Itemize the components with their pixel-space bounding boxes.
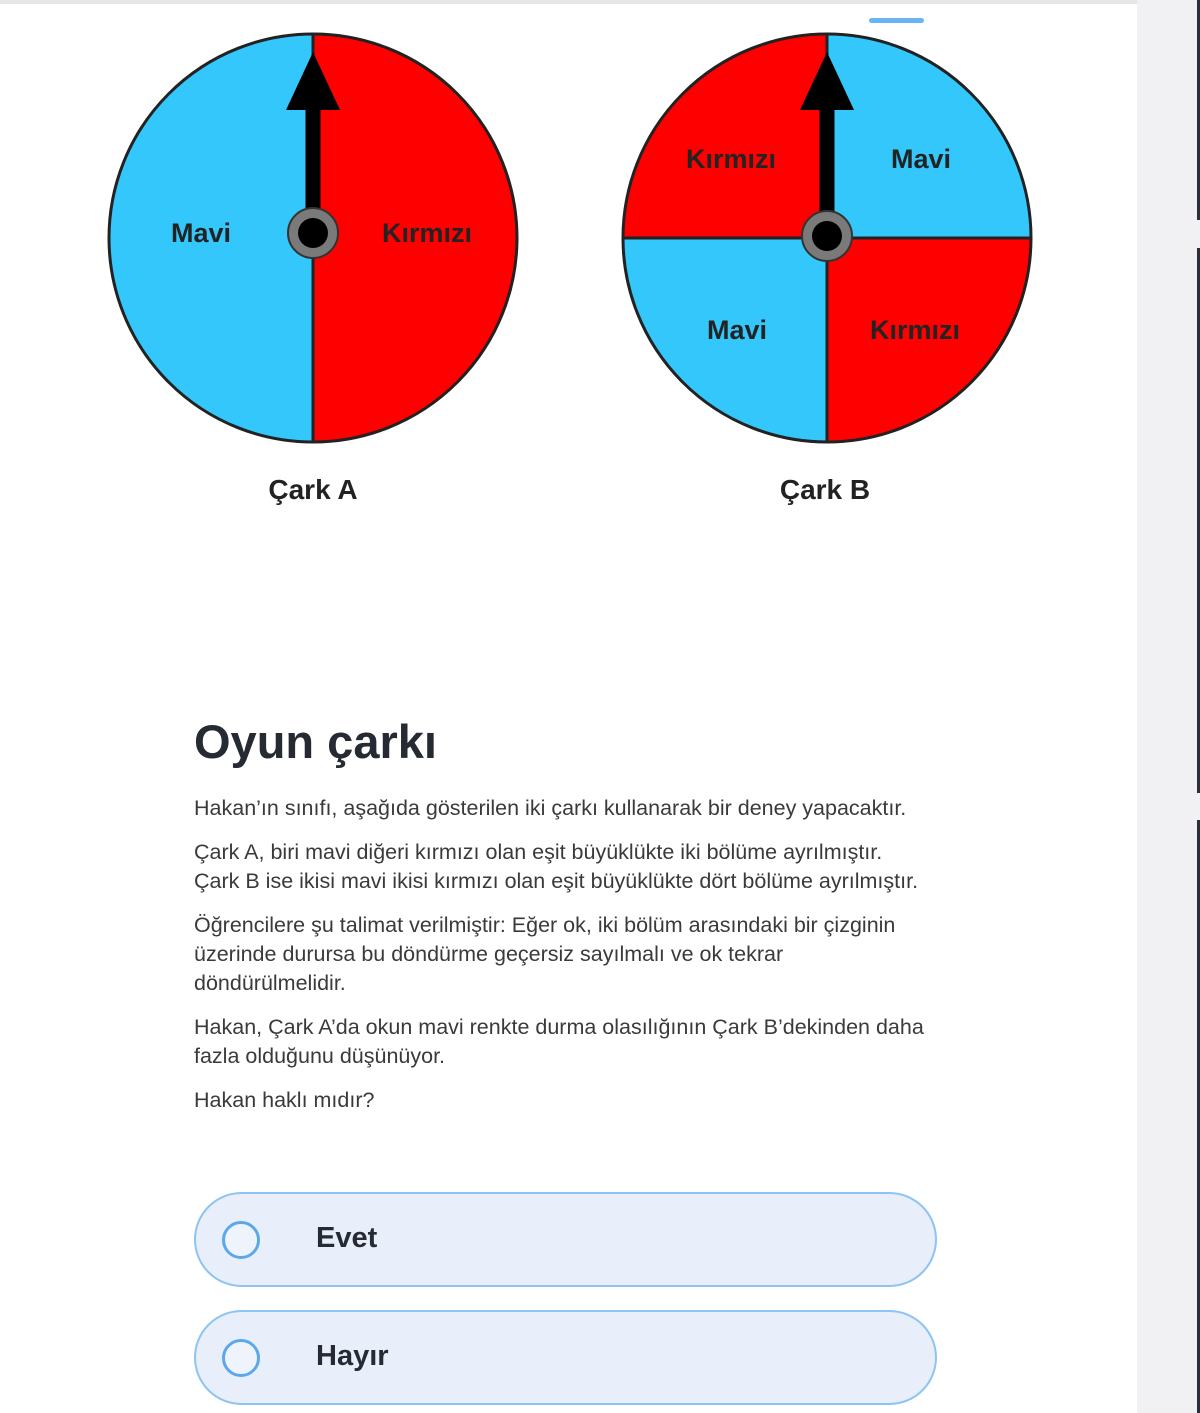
answer-option-evet[interactable] [194, 1192, 937, 1287]
question-paragraph: Çark A, biri mavi diğeri kırmızı olan eşit büyüklükte iki bölüme ayrılmıştır. Çark B ise ikisi mavi ikisi kırmızı olan eşit büyüklükte dört bölüme ayrılmıştır. [194, 840, 919, 893]
question-paragraph: Hakan’ın sınıfı, aşağıda gösterilen iki çarkı kullanarak bir deney yapacaktır. [194, 796, 907, 820]
wheel-a-label-kirmizi: Kırmızı [381, 218, 473, 248]
side-panel [1137, 0, 1200, 1413]
question-content [194, 712, 939, 1130]
wheel-b-label-mavi: Mavi [706, 315, 768, 345]
wheel-a-caption: Çark A [268, 474, 358, 505]
question-paragraph: Hakan, Çark A’da okun mavi renkte durma olasılığının Çark B’dekinden daha fazla olduğunu düşünüyor. [194, 1015, 924, 1068]
question-paragraph: Öğrencilere şu talimat verilmiştir: Eğer ok, iki bölüm arasındaki bir çizginin üzerinde durursa bu döndürme geçersiz sayılmalı ve ok tekrar döndürülmelidir. [194, 913, 896, 995]
wheel-a-label-mavi: Mavi [170, 218, 232, 248]
radio-button-hayir[interactable] [222, 1339, 260, 1377]
answer-label-hayir: Hayır [316, 1340, 389, 1372]
radio-button-evet[interactable] [222, 1221, 260, 1259]
wheel-b-section-blue-top-right [827, 34, 1031, 238]
wheel-b-label-mavi: Mavi [890, 144, 952, 174]
wheel-b-label-kirmizi: Kırmızı [685, 144, 777, 174]
question-prompt: Hakan haklı mıdır? [194, 1088, 375, 1112]
wheel-b [619, 30, 1035, 446]
top-border [0, 0, 1137, 4]
answer-label-evet: Evet [316, 1222, 378, 1254]
question-title: Oyun çarkı [194, 715, 437, 768]
scroll-indicator [869, 18, 924, 23]
wheel-a [105, 30, 521, 446]
answer-option-hayir[interactable] [194, 1310, 937, 1405]
wheel-b-label-kirmizi: Kırmızı [869, 315, 961, 345]
wheel-b-caption: Çark B [779, 474, 871, 505]
wheel-b-section-red-top-left [623, 34, 827, 238]
